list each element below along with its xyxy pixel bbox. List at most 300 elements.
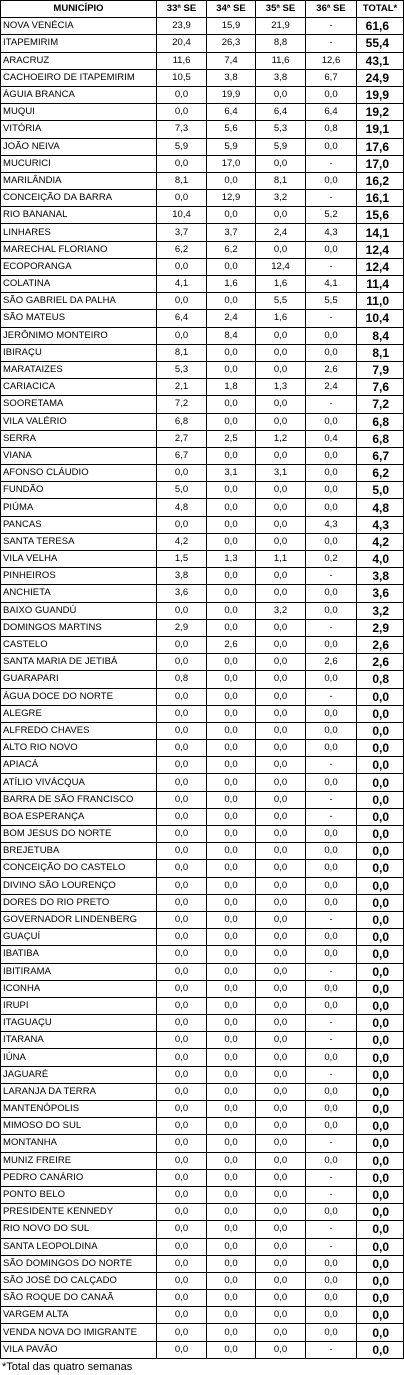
table-row <box>1 1238 404 1255</box>
week-35-cell: 0,0 <box>256 722 306 739</box>
table-row <box>1 396 404 413</box>
week-34-cell: 0,0 <box>207 516 256 533</box>
week-35-cell: 12,4 <box>256 258 306 275</box>
header-municipio: MUNICÍPIO <box>1 1 157 18</box>
total-cell: 12,4 <box>357 258 404 275</box>
municipio-cell: SANTA MARIA DE JETIBÁ <box>1 654 157 671</box>
municipio-cell: FUNDÃO <box>1 482 157 499</box>
municipio-cell: JAGUARÉ <box>1 1066 157 1083</box>
week-34-cell: 2,5 <box>207 430 256 447</box>
total-cell: 0,0 <box>357 1204 404 1221</box>
table-row <box>1 1341 404 1358</box>
week-34-cell: 0,0 <box>207 1272 256 1289</box>
week-33-cell: 0,0 <box>157 1169 207 1186</box>
week-35-cell: 1,6 <box>256 276 306 293</box>
municipio-cell: ARACRUZ <box>1 52 157 69</box>
week-36-cell: - <box>306 568 357 585</box>
week-35-cell: 1,2 <box>256 430 306 447</box>
week-33-cell: 3,8 <box>157 568 207 585</box>
total-cell: 0,0 <box>357 774 404 791</box>
week-35-cell: 11,6 <box>256 52 306 69</box>
week-33-cell: 0,0 <box>157 1032 207 1049</box>
header-week-34: 34ª SE <box>207 1 256 18</box>
week-36-cell: 4,3 <box>306 224 357 241</box>
week-33-cell: 5,9 <box>157 138 207 155</box>
week-36-cell: 0,0 <box>306 241 357 258</box>
week-34-cell: 0,0 <box>207 1341 256 1358</box>
week-36-cell: - <box>306 18 357 35</box>
total-cell: 0,0 <box>357 808 404 825</box>
week-36-cell: - <box>306 396 357 413</box>
table-row <box>1 602 404 619</box>
table-row <box>1 705 404 722</box>
table-row <box>1 1169 404 1186</box>
municipio-cell: SÃO MATEUS <box>1 310 157 327</box>
week-35-cell: 0,0 <box>256 1186 306 1203</box>
week-36-cell: 0,0 <box>306 946 357 963</box>
week-35-cell: 0,0 <box>256 1118 306 1135</box>
total-cell: 11,4 <box>357 276 404 293</box>
total-cell: 0,8 <box>357 671 404 688</box>
week-35-cell: 0,0 <box>256 843 306 860</box>
week-33-cell: 4,1 <box>157 276 207 293</box>
week-36-cell: - <box>306 1135 357 1152</box>
week-35-cell: 0,0 <box>256 688 306 705</box>
municipio-cell: SÃO JOSÉ DO CALÇADO <box>1 1272 157 1289</box>
municipio-cell: GUAÇUÍ <box>1 929 157 946</box>
table-row <box>1 86 404 103</box>
table-row <box>1 843 404 860</box>
week-35-cell: 0,0 <box>256 482 306 499</box>
week-34-cell: 0,0 <box>207 1049 256 1066</box>
table-row <box>1 1066 404 1083</box>
week-33-cell: 0,0 <box>157 843 207 860</box>
total-cell: 0,0 <box>357 1152 404 1169</box>
table-row <box>1 310 404 327</box>
week-35-cell: 0,0 <box>256 963 306 980</box>
table-row <box>1 568 404 585</box>
week-33-cell: 0,0 <box>157 774 207 791</box>
table-row <box>1 516 404 533</box>
week-33-cell: 10,4 <box>157 207 207 224</box>
week-33-cell: 0,0 <box>157 654 207 671</box>
week-34-cell: 0,0 <box>207 619 256 636</box>
week-34-cell: 5,6 <box>207 121 256 138</box>
total-cell: 0,0 <box>357 826 404 843</box>
total-cell: 12,4 <box>357 241 404 258</box>
municipio-cell: DORES DO RIO PRETO <box>1 894 157 911</box>
municipio-cell: IBITIRAMA <box>1 963 157 980</box>
municipio-cell: IÚNA <box>1 1049 157 1066</box>
week-33-cell: 0,0 <box>157 1307 207 1324</box>
week-34-cell: 0,0 <box>207 1290 256 1307</box>
total-cell: 0,0 <box>357 1015 404 1032</box>
week-36-cell: 12,6 <box>306 52 357 69</box>
week-36-cell: 0,0 <box>306 482 357 499</box>
week-35-cell: 0,0 <box>256 826 306 843</box>
week-34-cell: 0,0 <box>207 602 256 619</box>
footnote: *Total das quatro semanas <box>2 1361 133 1373</box>
week-36-cell: - <box>306 791 357 808</box>
week-35-cell: 0,0 <box>256 447 306 464</box>
total-cell: 6,8 <box>357 430 404 447</box>
week-35-cell: 0,0 <box>256 619 306 636</box>
total-cell: 0,0 <box>357 997 404 1014</box>
total-cell: 55,4 <box>357 35 404 52</box>
week-36-cell: - <box>306 310 357 327</box>
total-cell: 0,0 <box>357 1083 404 1100</box>
week-33-cell: 0,0 <box>157 1238 207 1255</box>
total-cell: 0,0 <box>357 740 404 757</box>
week-34-cell: 0,0 <box>207 344 256 361</box>
week-33-cell: 0,0 <box>157 1221 207 1238</box>
table-row <box>1 35 404 52</box>
week-35-cell: 0,0 <box>256 1238 306 1255</box>
week-33-cell: 5,3 <box>157 361 207 378</box>
week-34-cell: 0,0 <box>207 585 256 602</box>
week-34-cell: 0,0 <box>207 293 256 310</box>
week-33-cell: 6,8 <box>157 413 207 430</box>
municipio-cell: PINHEIROS <box>1 568 157 585</box>
table-row <box>1 946 404 963</box>
table-row <box>1 1135 404 1152</box>
week-33-cell: 6,2 <box>157 241 207 258</box>
municipio-cell: IBATIBA <box>1 946 157 963</box>
week-35-cell: 0,0 <box>256 774 306 791</box>
week-34-cell: 0,0 <box>207 499 256 516</box>
municipio-cell: ICONHA <box>1 980 157 997</box>
week-35-cell: 21,9 <box>256 18 306 35</box>
week-35-cell: 0,0 <box>256 327 306 344</box>
municipio-cell: SÃO DOMINGOS DO NORTE <box>1 1255 157 1272</box>
week-35-cell: 0,0 <box>256 499 306 516</box>
week-36-cell: - <box>306 190 357 207</box>
week-36-cell: 0,0 <box>306 774 357 791</box>
week-36-cell: 0,4 <box>306 430 357 447</box>
week-33-cell: 6,7 <box>157 447 207 464</box>
week-35-cell: 2,4 <box>256 224 306 241</box>
week-33-cell: 4,2 <box>157 533 207 550</box>
week-35-cell: 0,0 <box>256 396 306 413</box>
table-row <box>1 757 404 774</box>
municipio-cell: VILA PAVÃO <box>1 1341 157 1358</box>
week-36-cell: 0,0 <box>306 1152 357 1169</box>
table-row <box>1 997 404 1014</box>
week-34-cell: 0,0 <box>207 860 256 877</box>
header-week-35: 35ª SE <box>256 1 306 18</box>
week-34-cell: 0,0 <box>207 1101 256 1118</box>
municipio-cell: PRESIDENTE KENNEDY <box>1 1204 157 1221</box>
week-35-cell: 0,0 <box>256 1135 306 1152</box>
week-35-cell: 0,0 <box>256 1290 306 1307</box>
municipio-cell: CONCEIÇÃO DO CASTELO <box>1 860 157 877</box>
total-cell: 61,6 <box>357 18 404 35</box>
week-36-cell: 0,0 <box>306 636 357 653</box>
week-36-cell: 2,6 <box>306 361 357 378</box>
week-35-cell: 0,0 <box>256 705 306 722</box>
week-35-cell: 0,0 <box>256 533 306 550</box>
week-34-cell: 0,0 <box>207 1238 256 1255</box>
municipio-cell: RIO BANANAL <box>1 207 157 224</box>
total-cell: 0,0 <box>357 946 404 963</box>
total-cell: 0,0 <box>357 843 404 860</box>
municipio-cell: VIANA <box>1 447 157 464</box>
municipio-cell: BOA ESPERANÇA <box>1 808 157 825</box>
total-cell: 7,2 <box>357 396 404 413</box>
week-34-cell: 0,0 <box>207 722 256 739</box>
week-36-cell: 0,0 <box>306 1101 357 1118</box>
week-34-cell: 0,0 <box>207 877 256 894</box>
week-34-cell: 0,0 <box>207 482 256 499</box>
week-33-cell: 0,0 <box>157 705 207 722</box>
week-36-cell: - <box>306 963 357 980</box>
total-cell: 4,0 <box>357 551 404 568</box>
week-36-cell: 0,0 <box>306 1255 357 1272</box>
week-33-cell: 0,0 <box>157 722 207 739</box>
total-cell: 0,0 <box>357 1238 404 1255</box>
municipio-cell: ECOPORANGA <box>1 258 157 275</box>
week-35-cell: 0,0 <box>256 1083 306 1100</box>
week-36-cell: 0,0 <box>306 327 357 344</box>
week-36-cell: 0,0 <box>306 86 357 103</box>
week-34-cell: 0,0 <box>207 1186 256 1203</box>
week-36-cell: 0,0 <box>306 860 357 877</box>
week-33-cell: 0,0 <box>157 1118 207 1135</box>
week-34-cell: 0,0 <box>207 1169 256 1186</box>
municipio-cell: BOM JESUS DO NORTE <box>1 826 157 843</box>
week-33-cell: 0,0 <box>157 636 207 653</box>
week-33-cell: 0,0 <box>157 1101 207 1118</box>
table-row <box>1 636 404 653</box>
week-34-cell: 0,0 <box>207 258 256 275</box>
week-33-cell: 0,0 <box>157 190 207 207</box>
total-cell: 17,0 <box>357 155 404 172</box>
week-33-cell: 0,0 <box>157 1135 207 1152</box>
municipio-cell: COLATINA <box>1 276 157 293</box>
week-33-cell: 0,0 <box>157 826 207 843</box>
table-row <box>1 447 404 464</box>
week-36-cell: 0,0 <box>306 997 357 1014</box>
week-36-cell: 0,0 <box>306 585 357 602</box>
table-row <box>1 1290 404 1307</box>
week-36-cell: 0,0 <box>306 138 357 155</box>
total-cell: 0,0 <box>357 1186 404 1203</box>
week-36-cell: 4,3 <box>306 516 357 533</box>
week-34-cell: 26,3 <box>207 35 256 52</box>
week-34-cell: 0,0 <box>207 1083 256 1100</box>
week-36-cell: 0,0 <box>306 1049 357 1066</box>
week-35-cell: 0,0 <box>256 911 306 928</box>
week-34-cell: 2,6 <box>207 636 256 653</box>
week-34-cell: 0,0 <box>207 172 256 189</box>
table-row <box>1 258 404 275</box>
municipio-cell: VITÓRIA <box>1 121 157 138</box>
week-33-cell: 0,0 <box>157 791 207 808</box>
week-33-cell: 0,0 <box>157 1152 207 1169</box>
week-33-cell: 0,0 <box>157 1255 207 1272</box>
municipio-cell: CARIACICA <box>1 379 157 396</box>
table-row <box>1 791 404 808</box>
week-36-cell: 6,4 <box>306 104 357 121</box>
municipio-cell: SANTA TERESA <box>1 533 157 550</box>
week-36-cell: 0,0 <box>306 929 357 946</box>
total-cell: 0,0 <box>357 1135 404 1152</box>
week-34-cell: 1,6 <box>207 276 256 293</box>
week-34-cell: 0,0 <box>207 1015 256 1032</box>
week-34-cell: 0,0 <box>207 671 256 688</box>
table-row <box>1 551 404 568</box>
week-33-cell: 1,5 <box>157 551 207 568</box>
table-row <box>1 52 404 69</box>
municipio-cell: MARATAIZES <box>1 361 157 378</box>
municipio-cell: SERRA <box>1 430 157 447</box>
week-33-cell: 0,0 <box>157 808 207 825</box>
total-cell: 6,8 <box>357 413 404 430</box>
table-row <box>1 69 404 86</box>
week-34-cell: 0,0 <box>207 447 256 464</box>
municipio-cell: ALFREDO CHAVES <box>1 722 157 739</box>
week-33-cell: 0,0 <box>157 860 207 877</box>
municipio-cell: ALEGRE <box>1 705 157 722</box>
week-35-cell: 6,4 <box>256 104 306 121</box>
municipio-cell: MANTENÓPOLIS <box>1 1101 157 1118</box>
municipio-cell: MARECHAL FLORIANO <box>1 241 157 258</box>
week-34-cell: 0,0 <box>207 207 256 224</box>
week-33-cell: 8,1 <box>157 172 207 189</box>
table-row <box>1 654 404 671</box>
week-33-cell: 0,0 <box>157 104 207 121</box>
week-35-cell: 0,0 <box>256 361 306 378</box>
total-cell: 4,3 <box>357 516 404 533</box>
week-35-cell: 0,0 <box>256 654 306 671</box>
total-cell: 0,0 <box>357 1221 404 1238</box>
week-35-cell: 0,0 <box>256 1066 306 1083</box>
municipio-cell: SOORETAMA <box>1 396 157 413</box>
total-cell: 10,4 <box>357 310 404 327</box>
municipio-cell: APIACÁ <box>1 757 157 774</box>
total-cell: 8,1 <box>357 344 404 361</box>
total-cell: 0,0 <box>357 1272 404 1289</box>
municipio-cell: CASTELO <box>1 636 157 653</box>
week-33-cell: 0,0 <box>157 980 207 997</box>
week-34-cell: 0,0 <box>207 361 256 378</box>
table-row <box>1 1221 404 1238</box>
municipio-cell: SANTA LEOPOLDINA <box>1 1238 157 1255</box>
total-cell: 0,0 <box>357 1324 404 1341</box>
week-33-cell: 3,7 <box>157 224 207 241</box>
week-35-cell: 0,0 <box>256 1101 306 1118</box>
week-36-cell: - <box>306 1066 357 1083</box>
week-34-cell: 0,0 <box>207 911 256 928</box>
table-row <box>1 722 404 739</box>
municipio-cell: VILA VALÉRIO <box>1 413 157 430</box>
week-36-cell: 0,2 <box>306 551 357 568</box>
total-cell: 0,0 <box>357 1049 404 1066</box>
week-33-cell: 2,1 <box>157 379 207 396</box>
week-33-cell: 0,0 <box>157 516 207 533</box>
week-33-cell: 4,8 <box>157 499 207 516</box>
total-cell: 19,9 <box>357 86 404 103</box>
week-34-cell: 0,0 <box>207 1032 256 1049</box>
week-33-cell: 0,0 <box>157 911 207 928</box>
week-33-cell: 10,5 <box>157 69 207 86</box>
week-34-cell: 0,0 <box>207 1066 256 1083</box>
week-34-cell: 0,0 <box>207 1324 256 1341</box>
municipio-cell: IBIRAÇU <box>1 344 157 361</box>
week-34-cell: 0,0 <box>207 1221 256 1238</box>
week-35-cell: 0,0 <box>256 877 306 894</box>
table-row <box>1 1324 404 1341</box>
total-cell: 19,1 <box>357 121 404 138</box>
week-33-cell: 0,0 <box>157 1083 207 1100</box>
week-34-cell: 0,0 <box>207 980 256 997</box>
week-34-cell: 0,0 <box>207 997 256 1014</box>
week-35-cell: 0,0 <box>256 344 306 361</box>
total-cell: 17,6 <box>357 138 404 155</box>
week-34-cell: 5,9 <box>207 138 256 155</box>
total-cell: 0,0 <box>357 894 404 911</box>
week-36-cell: - <box>306 1169 357 1186</box>
table-row <box>1 774 404 791</box>
week-33-cell: 6,4 <box>157 310 207 327</box>
table-row <box>1 138 404 155</box>
table-row <box>1 18 404 35</box>
week-36-cell: - <box>306 258 357 275</box>
table-row <box>1 911 404 928</box>
total-cell: 0,0 <box>357 1341 404 1358</box>
week-34-cell: 3,1 <box>207 465 256 482</box>
week-33-cell: 0,0 <box>157 602 207 619</box>
municipio-cell: MIMOSO DO SUL <box>1 1118 157 1135</box>
total-cell: 0,0 <box>357 1066 404 1083</box>
week-35-cell: 0,0 <box>256 86 306 103</box>
table-row <box>1 293 404 310</box>
table-row <box>1 499 404 516</box>
table-row <box>1 980 404 997</box>
week-35-cell: 0,0 <box>256 1169 306 1186</box>
week-35-cell: 3,1 <box>256 465 306 482</box>
week-34-cell: 2,4 <box>207 310 256 327</box>
municipio-cell: MONTANHA <box>1 1135 157 1152</box>
header-row <box>1 1 404 18</box>
week-35-cell: 0,0 <box>256 929 306 946</box>
week-35-cell: 1,1 <box>256 551 306 568</box>
week-36-cell: 5,5 <box>306 293 357 310</box>
total-cell: 0,0 <box>357 1118 404 1135</box>
table-row <box>1 121 404 138</box>
table-row <box>1 585 404 602</box>
week-34-cell: 8,4 <box>207 327 256 344</box>
municipio-cell: ALTO RIO NOVO <box>1 740 157 757</box>
total-cell: 19,2 <box>357 104 404 121</box>
week-36-cell: 0,0 <box>306 826 357 843</box>
table-row <box>1 104 404 121</box>
week-33-cell: 0,0 <box>157 327 207 344</box>
week-34-cell: 0,0 <box>207 791 256 808</box>
week-36-cell: 0,0 <box>306 1272 357 1289</box>
table-row <box>1 619 404 636</box>
week-33-cell: 7,2 <box>157 396 207 413</box>
table-row <box>1 1118 404 1135</box>
week-36-cell: - <box>306 911 357 928</box>
week-34-cell: 0,0 <box>207 705 256 722</box>
table-row <box>1 1101 404 1118</box>
week-34-cell: 0,0 <box>207 396 256 413</box>
table-row <box>1 276 404 293</box>
municipio-cell: IRUPI <box>1 997 157 1014</box>
municipio-cell: MUQUI <box>1 104 157 121</box>
municipio-cell: NOVA VENÉCIA <box>1 18 157 35</box>
